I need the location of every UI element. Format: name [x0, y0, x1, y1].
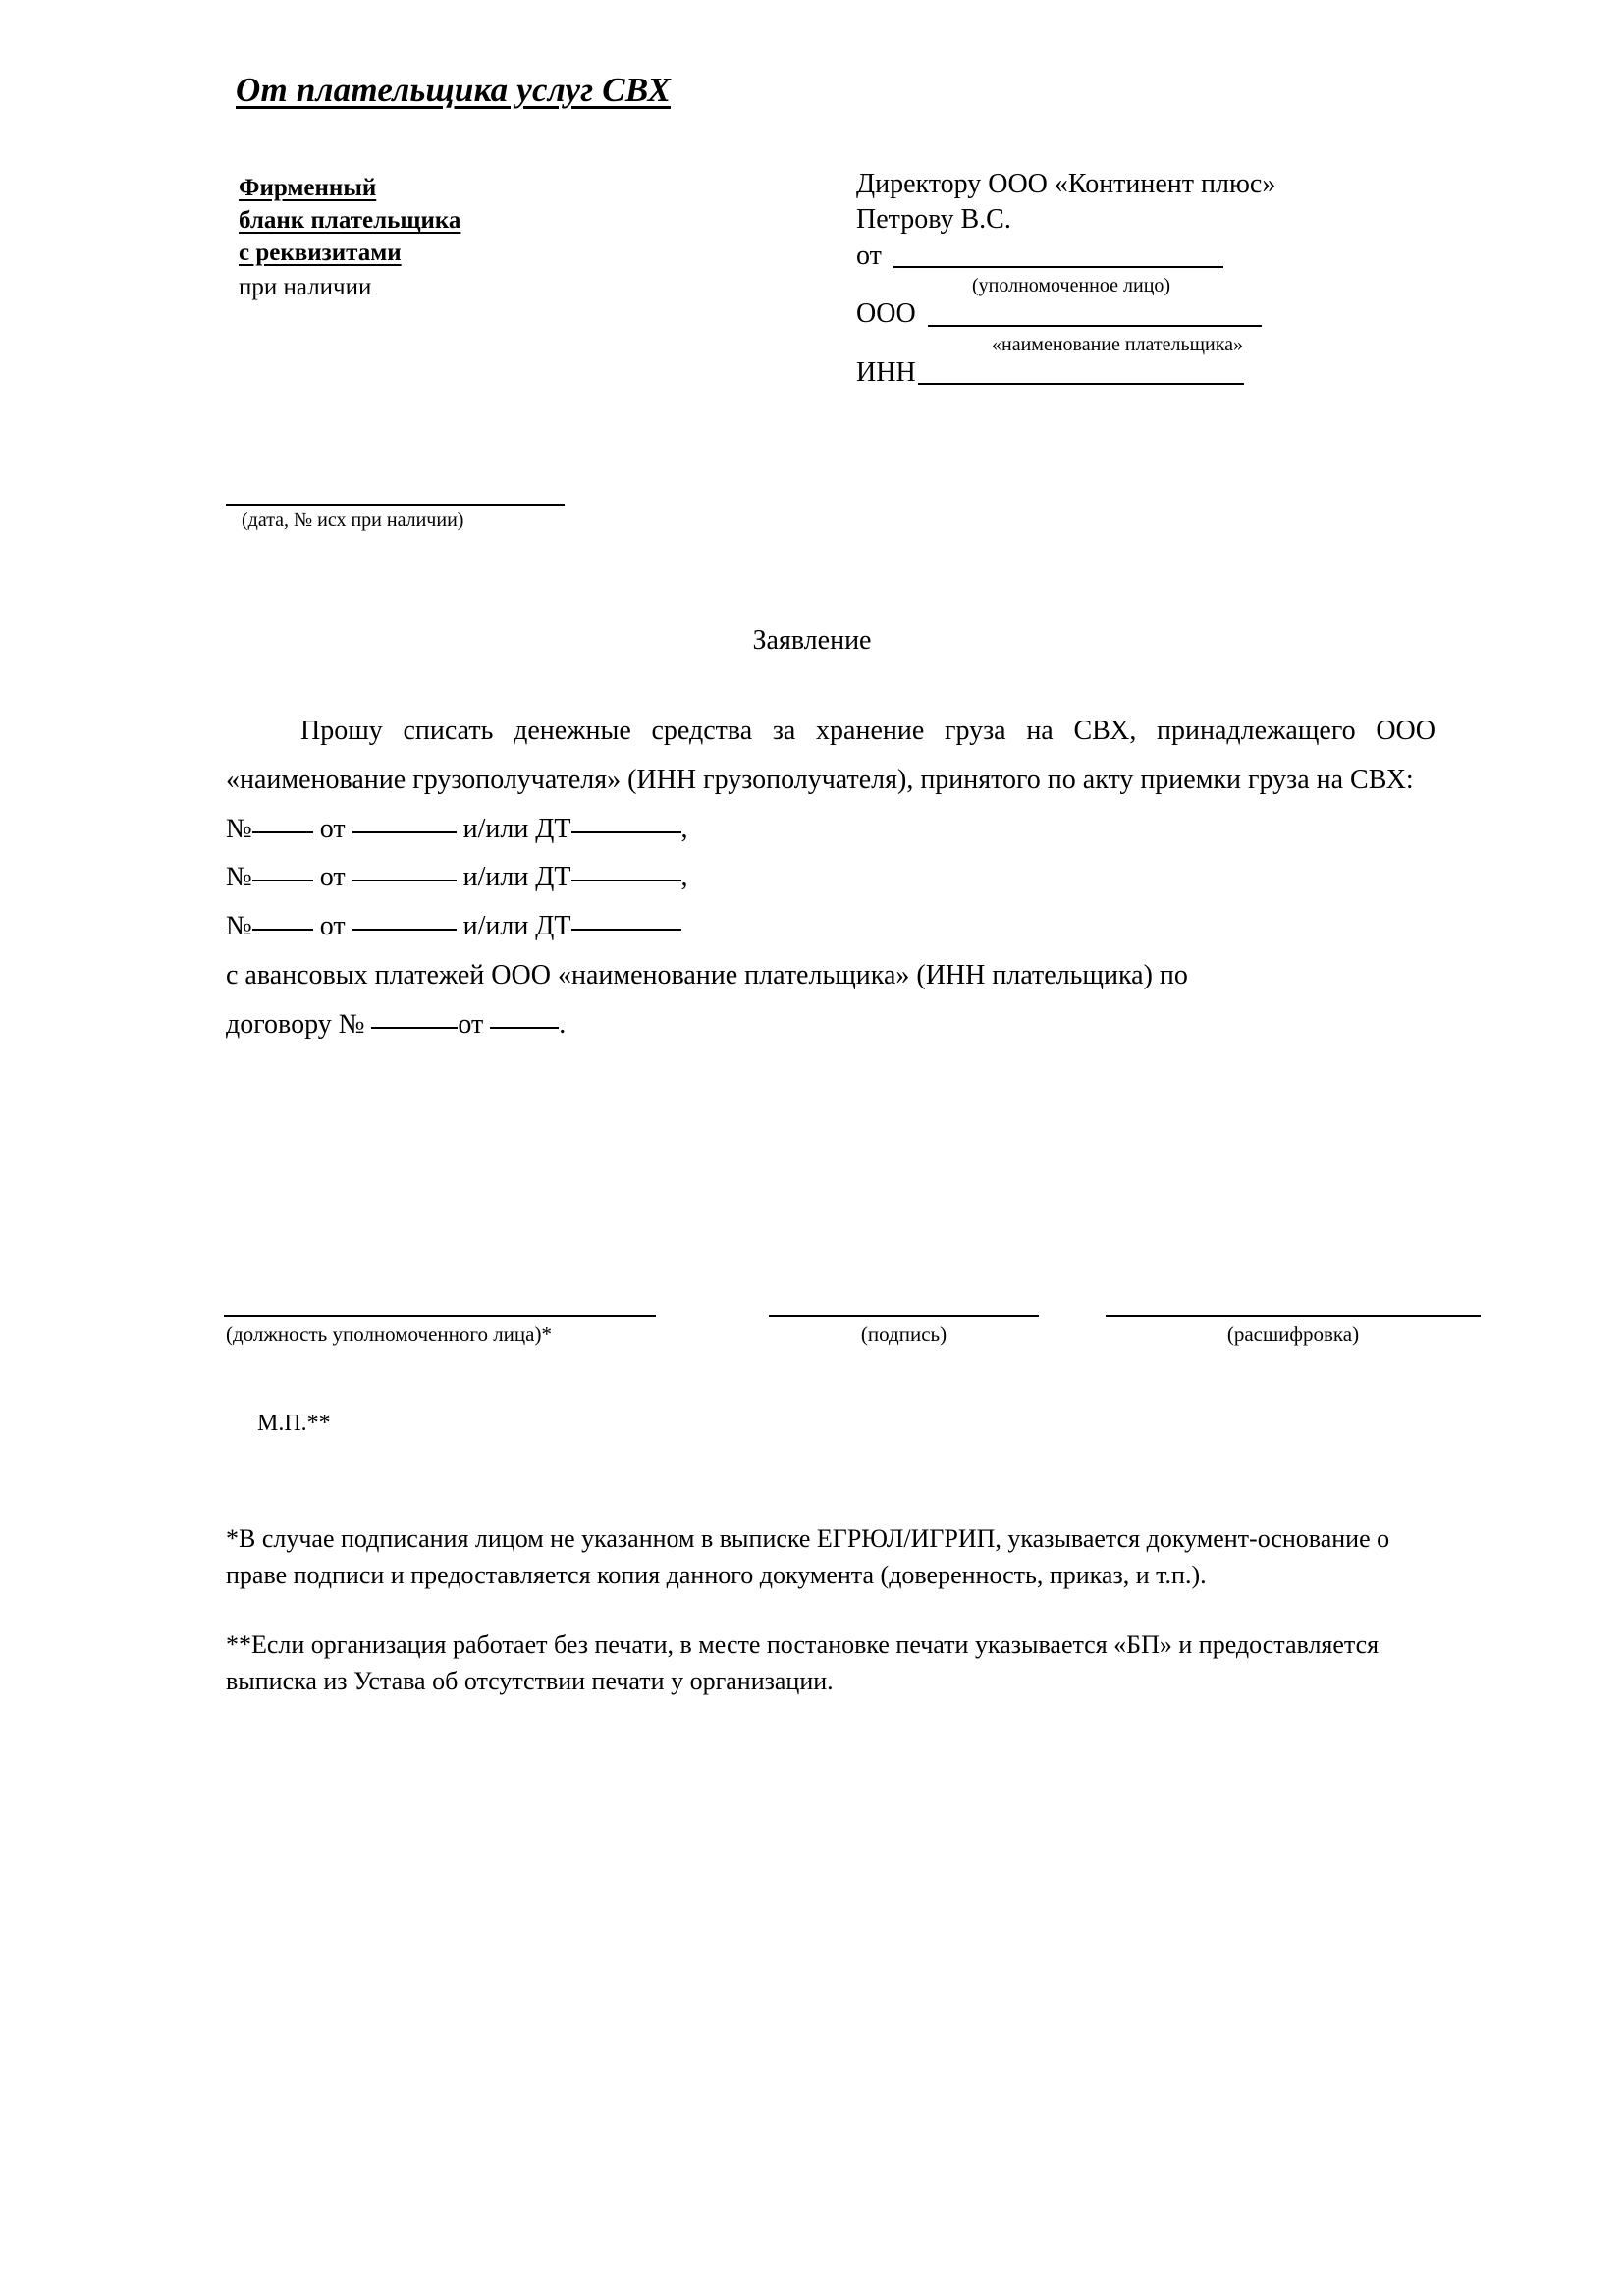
date-input-rule[interactable] [226, 504, 565, 506]
contract-label: договору № [226, 1008, 365, 1040]
doc-dt-input-3[interactable] [571, 929, 681, 931]
doc-no-input-1[interactable] [252, 831, 313, 833]
application-heading: Заявление [752, 625, 872, 656]
stamp-note: М.П.** [257, 1411, 331, 1436]
doc-ot-label-2: от [319, 862, 346, 893]
doc-dt-label-3: и/или ДТ [462, 911, 571, 942]
doc-no-label-3: № [226, 911, 252, 942]
from-label: от [856, 240, 882, 271]
org-label: ООО [856, 298, 916, 330]
doc-no-label-1: № [226, 813, 252, 844]
signature-decoding-cell [1106, 1315, 1481, 1346]
doc-no-input-2[interactable] [252, 880, 313, 881]
from-person-input-rule[interactable] [893, 266, 1223, 268]
doc-tail-2: , [680, 862, 688, 893]
letterhead-line-3: с реквизитами [239, 240, 402, 266]
inn-field-row [856, 355, 1543, 391]
letterhead-line-2: бланк плательщика [239, 207, 461, 234]
addressee-director-line: Директору ООО «Континент плюс» [856, 169, 1276, 199]
signature-decoding-rule[interactable] [1106, 1315, 1481, 1317]
body-block [226, 707, 1435, 1049]
doc-date-input-1[interactable] [352, 831, 457, 833]
letterhead-block [239, 172, 563, 303]
letterhead-line-4: при наличии [239, 274, 372, 300]
signatory-position-caption: (должность уполномоченного лица)* [226, 1322, 552, 1346]
doc-dt-label-1: и/или ДТ [462, 813, 571, 844]
footnotes-block [226, 1522, 1414, 1700]
letterhead-line-1: Фирменный [239, 175, 377, 201]
document-reference-row [226, 805, 1435, 854]
payer-org-caption: «наименование плательщика» [992, 333, 1244, 355]
doc-ot-label-3: от [319, 911, 346, 942]
addressee-block [856, 167, 1543, 391]
doc-dt-input-1[interactable] [571, 831, 681, 833]
doc-date-input-3[interactable] [352, 929, 457, 931]
body-paragraph-2: с авансовых платежей ООО «наименование плательщика» (ИНН плательщика) по [226, 960, 1188, 991]
document-reference-row [226, 853, 1435, 902]
doc-date-input-2[interactable] [352, 880, 457, 881]
doc-no-input-3[interactable] [252, 929, 313, 931]
signature-decoding-caption: (расшифровка) [1226, 1322, 1360, 1346]
from-person-caption: (уполномоченное лицо) [972, 275, 1171, 297]
document-title: От плательщика услуг СВХ [236, 71, 672, 109]
doc-ot-label-1: от [319, 813, 346, 844]
contract-number-input[interactable] [371, 1027, 458, 1029]
signature-cell [769, 1315, 1039, 1346]
contract-period: . [559, 1008, 567, 1040]
footnote-two: **Если организация работает без печати, в месте постановке печати указывается «БП» и предоставляется выписка из Устава об отсутствии печати у организации. [226, 1629, 1380, 1695]
signatory-position-rule[interactable] [224, 1315, 656, 1317]
payer-org-field-row [856, 296, 1543, 332]
doc-dt-label-2: и/или ДТ [462, 862, 571, 893]
inn-label: ИНН [856, 356, 916, 388]
footnote-one: *В случае подписания лицом не указанном в выписке ЕГРЮЛ/ИГРИП, указывается документ-основание о праве подписи и предоставляется копия данного документа (доверенность, приказ, и т.п.). [226, 1524, 1390, 1589]
contract-date-input[interactable] [490, 1027, 559, 1029]
payer-org-input-rule[interactable] [928, 325, 1262, 327]
body-paragraph-1: Прошу списать денежные средства за хранение груза на СВХ, принадлежащего ООО «наименование грузополучателя» (ИНН грузополучателя), принятого по акту приемки груза на СВХ: [226, 716, 1435, 795]
signature-caption: (подпись) [860, 1322, 947, 1346]
signature-rule[interactable] [769, 1315, 1039, 1317]
signatory-position-cell [224, 1315, 656, 1346]
contract-reference-line [226, 1000, 1435, 1049]
document-reference-row [226, 902, 1435, 951]
addressee-name-line: Петрову В.С. [856, 204, 1011, 236]
document-reference-lines [226, 805, 1435, 951]
doc-dt-input-2[interactable] [571, 880, 681, 881]
doc-no-label-2: № [226, 862, 252, 893]
date-block [226, 504, 619, 531]
inn-input-rule[interactable] [918, 383, 1244, 385]
contract-ot-label: от [458, 1008, 484, 1040]
doc-tail-1: , [680, 813, 688, 844]
date-caption: (дата, № исх при наличии) [242, 509, 464, 531]
signature-block [224, 1315, 1490, 1346]
from-person-field-row [856, 239, 1543, 274]
